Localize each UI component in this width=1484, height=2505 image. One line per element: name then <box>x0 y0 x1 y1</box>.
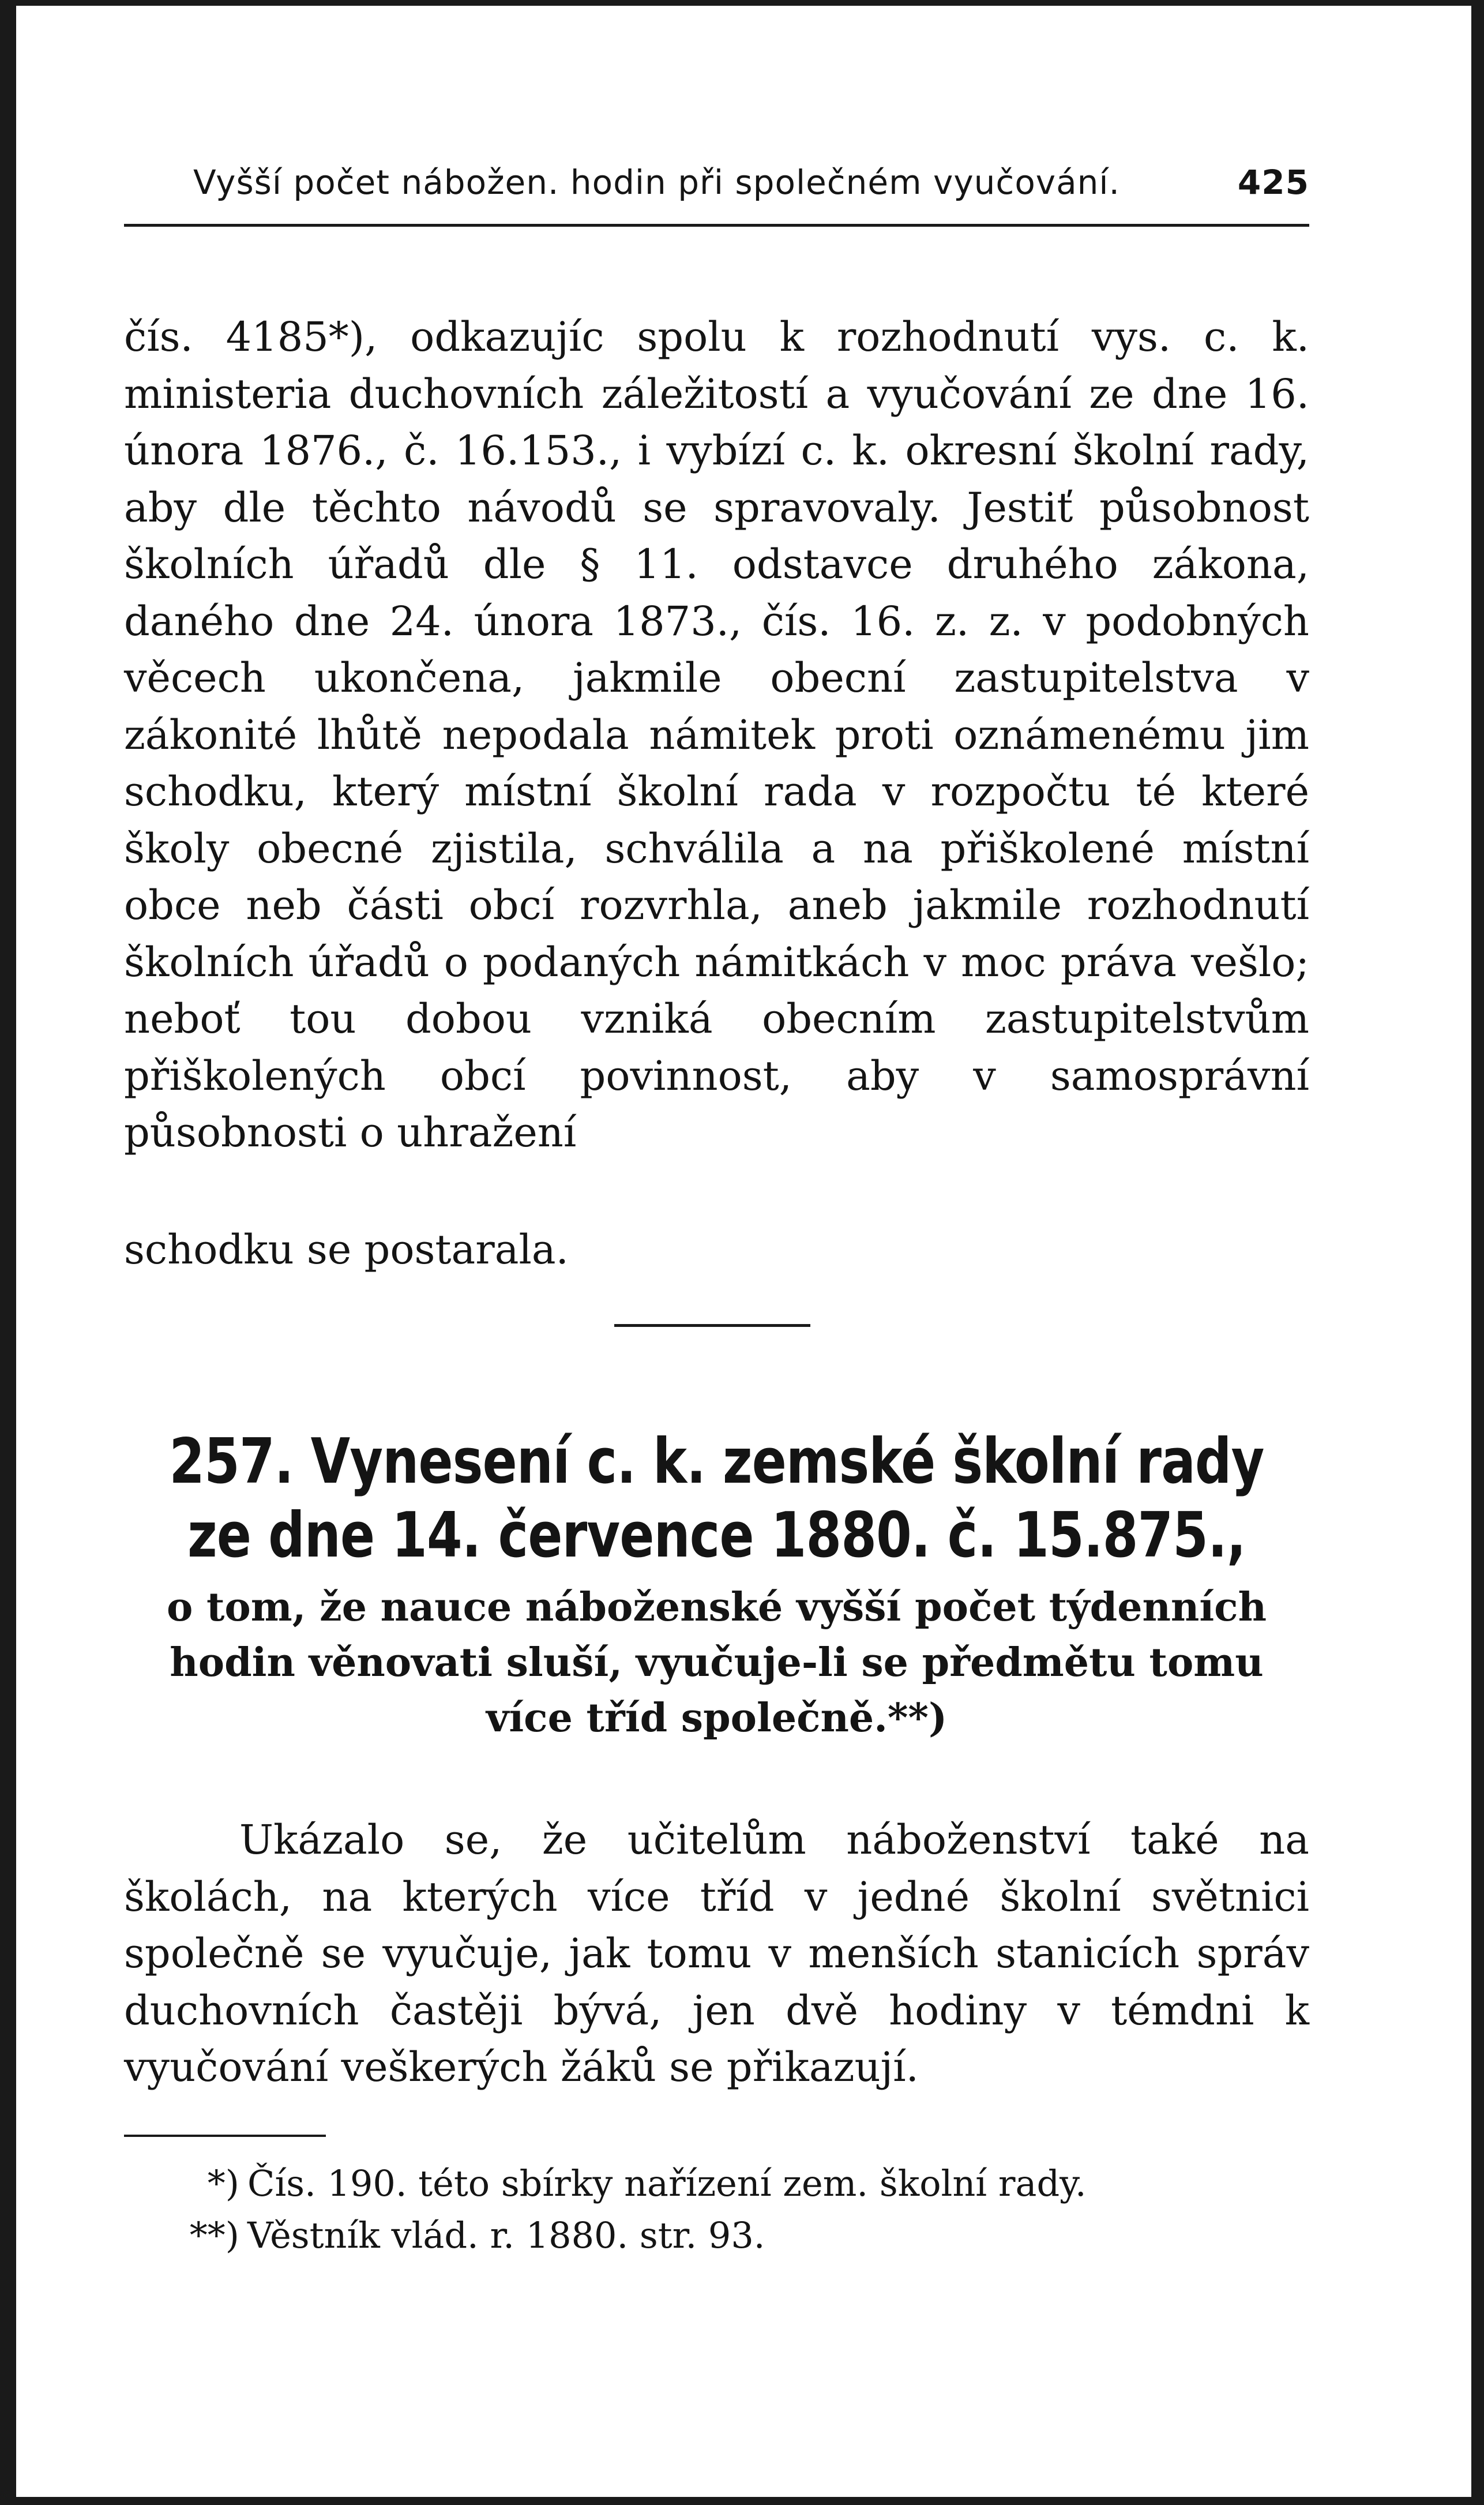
footnote-mark: **) <box>189 2214 239 2256</box>
footnotes <box>124 2158 1309 2262</box>
page-number: 425 <box>1237 163 1309 202</box>
footnote-rule <box>124 2135 326 2137</box>
section-body-paragraph: Ukázalo se, že učitelům náboženství také na školách, na kterých více tříd v jedné školní světnici společně se vyučuje, jak tomu v menších stanicích správ duchovních častěji bývá, jen dvě hodiny v témdni k vyučování veškerých žáků se přikazují. <box>124 1816 1309 2091</box>
running-title: Vyšší počet nábožen. hodin při společném vyučování. <box>193 163 1120 202</box>
footnote <box>124 2158 1309 2210</box>
footnote-text: Věstník vlád. r. 1880. str. 93. <box>247 2214 765 2256</box>
footnote-mark: *) <box>207 2162 239 2204</box>
running-head <box>124 163 1309 209</box>
scan-border-top <box>0 0 1484 6</box>
section-separator <box>614 1324 810 1327</box>
header-rule <box>124 224 1309 227</box>
scan-border-right <box>1471 0 1484 2505</box>
scan-border-left <box>0 0 16 2505</box>
continuation-paragraph: čís. 4185*), odkazujíc spolu k rozhodnutí vys. c. k. ministeria duchovních záležitostí a vyučování ze dne 16. února 1876., č. 16.153., i vybízí c. k. okresní školní rady, aby dle těchto návodů se spravovaly. Jestiť působnost školních úřadů dle § 11. odstavce druhého zákona, daného dne 24. února 1873., čís. 16. z. z. v podobných věcech ukončena, jakmile obecní zastupitelstva v zákonité lhůtě nepodala námitek proti oznámenému jim schodku, který místní školní rada v rozpočtu té které školy obecné zjistila, schválila a na přiškolené místní obce neb části obcí rozvrhla, aneb jakmile rozhodnutí školních úřadů o podaných námitkách v moc práva vešlo; neboť tou dobou vzniká obecním zastupitelstvům přiškolených obcí povinnost, aby v samosprávní působnosti o uhražení <box>124 313 1309 1156</box>
scan-border-bottom <box>0 2497 1484 2505</box>
section-heading-line-1: 257. Vynesení c. k. zemské školní rady <box>169 1426 1264 1498</box>
section-heading-line-2: ze dne 14. července 1880. č. 15.875., <box>187 1499 1246 1572</box>
section-heading <box>124 1425 1309 1573</box>
footnote-text: Čís. 190. této sbírky nařízení zem. školní rady. <box>247 2162 1087 2204</box>
continuation-paragraph-last-line: schodku se postarala. <box>124 1226 569 1273</box>
section-subtitle: o tom, že nauce náboženské vyšší počet týdenních hodin věnovati sluší, vyučuje-li se předmětu tomu více tříd společně.**) <box>166 1584 1267 1741</box>
footnote <box>124 2210 1309 2262</box>
